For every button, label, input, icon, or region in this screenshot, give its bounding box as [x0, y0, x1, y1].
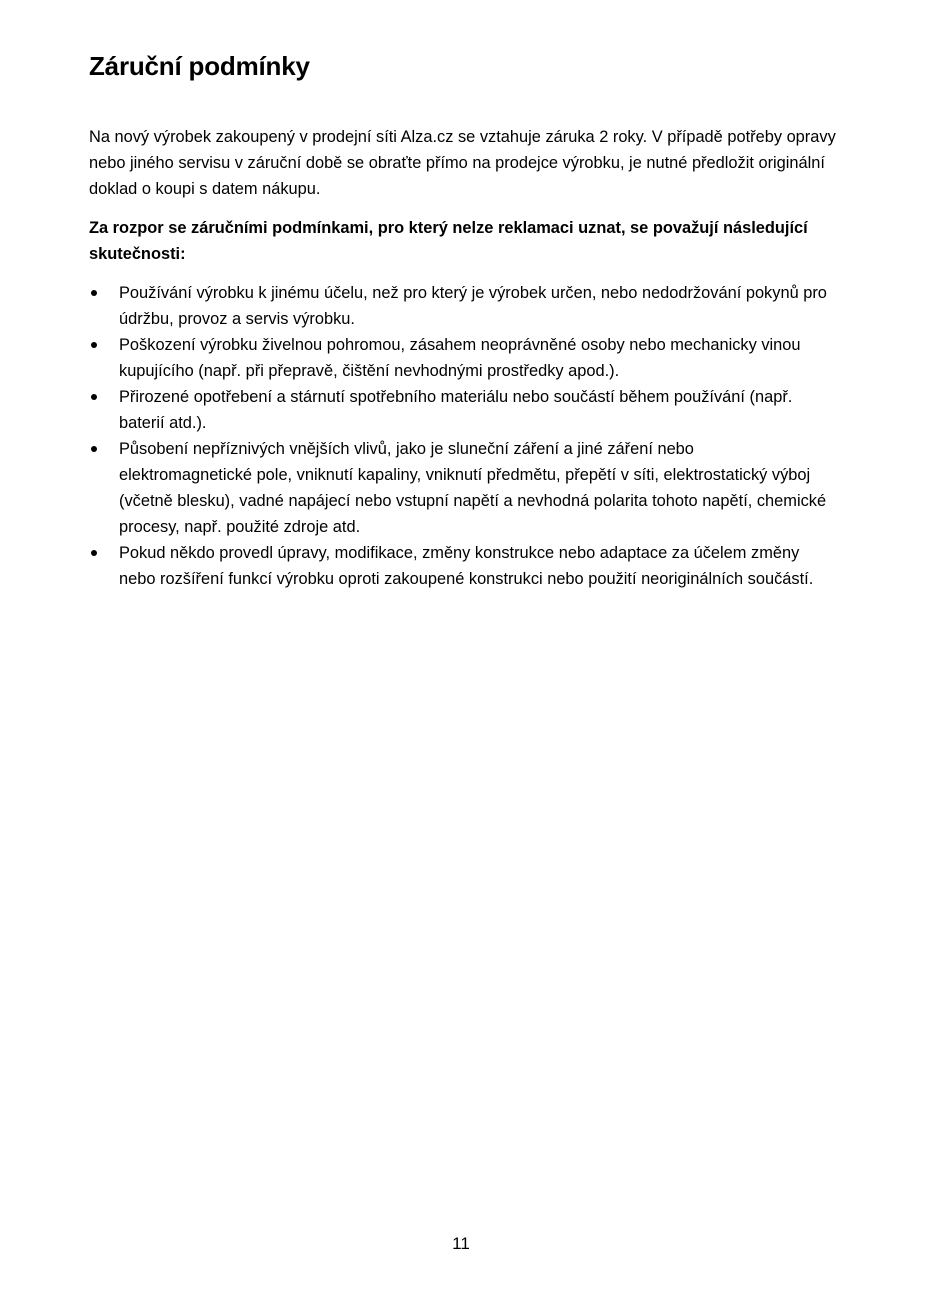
- intro-paragraph: Na nový výrobek zakoupený v prodejní síti Alza.cz se vztahuje záruka 2 roky. V případě potřeby opravy nebo jiného servisu v záruční době se obraťte přímo na prodejce výrobku, je nutné předložit originální doklad o koupi s datem nákupu.: [89, 128, 836, 198]
- exclusions-list: [89, 280, 829, 592]
- page-title: Záruční podmínky: [89, 51, 310, 81]
- bullet-icon: [91, 342, 97, 348]
- list-item: [89, 436, 829, 540]
- bullet-icon: [91, 550, 97, 556]
- list-item-text: Přirozené opotřebení a stárnutí spotřebního materiálu nebo součástí během používání (např. baterií atd.).: [119, 388, 793, 432]
- list-item-text: Používání výrobku k jinému účelu, než pro který je výrobek určen, nebo nedodržování pokynů pro údržbu, provoz a servis výrobku.: [119, 284, 827, 328]
- bullet-icon: [91, 290, 97, 296]
- list-item-text: Působení nepříznivých vnějších vlivů, jako je sluneční záření a jiné záření nebo elektromagnetické pole, vniknutí kapaliny, vniknutí předmětu, přepětí v síti, elektrostatický výboj (včetně blesku), vadné napájecí nebo vstupní napětí a nevhodná polarita tohoto napětí, chemické procesy, např. použité zdroje atd.: [119, 440, 827, 536]
- list-item-text: Pokud někdo provedl úpravy, modifikace, změny konstrukce nebo adaptace za účelem změny nebo rozšíření funkcí výrobku oproti zakoupené konstrukci nebo použití neoriginálních součástí.: [119, 544, 814, 588]
- list-item: [89, 332, 829, 384]
- bullet-icon: [91, 394, 97, 400]
- list-item: [89, 384, 829, 436]
- list-item: [89, 280, 829, 332]
- bullet-icon: [91, 446, 97, 452]
- page-number: 11: [452, 1234, 470, 1253]
- list-item: [89, 540, 829, 592]
- list-item-text: Poškození výrobku živelnou pohromou, zásahem neoprávněné osoby nebo mechanicky vinou kupujícího (např. při přepravě, čištění nevhodnými prostředky apod.).: [119, 336, 801, 380]
- conditions-subheading: Za rozpor se záručními podmínkami, pro který nelze reklamaci uznat, se považují následující skutečnosti:: [89, 219, 808, 263]
